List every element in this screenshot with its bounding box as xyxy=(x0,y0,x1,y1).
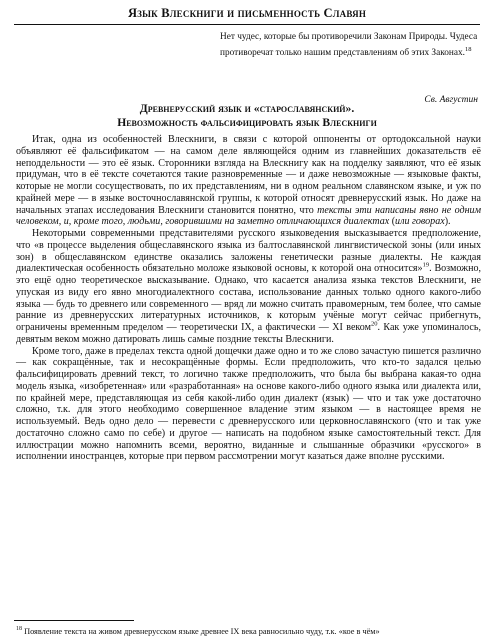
footnote-number: 18 xyxy=(16,626,22,632)
paragraph-text: Некоторыми современными представителями русского языковедения высказывается предположение, что «в процессе выделения общеславянского языка из балтославянской лингвистической зоны (или иных зон) в общеславянском единстве оказались заложены генетически разные диалекты. Не каждая диалектическая особенность обязательно моложе языковой основы, к которой она относится» xyxy=(16,228,481,275)
paragraph-italic-text: тексты эти написаны явно не одним человеком, и, кроме того, людьми, говорившими на заметно отличающихся диалектах xyxy=(16,204,481,228)
section-title-line-1: Древнерусский язык и «старославянский». xyxy=(139,102,355,115)
running-head: Язык Влескниги и письменность Славян xyxy=(127,6,367,20)
paragraph-text: Кроме того, даже в пределах текста одной дощечки даже одно и то же слово зачастую пишется различно — как сокращённые, так и несокращённые формы. Если предположить, что кто-то задался целью фальсифицировать древний текст, то логично также предположить, что была бы выбрана какая-то одна модель языка, «изобретенная» или «разработанная» на основе какого-либо одного языка или диалекта или, по крайней мере, представляющая из себя какой-либо один диалект (язык) — что и так уже достаточно сложно, т.к. для этого необходимо совершенное владение этим языком — в настоящее время не используемый. Ведь одно дело — перевести с древнерусского или церковнославянского (что и так уже достаточно сложно само по себе) и другое — написать на подобном языке самостоятельный текст. Для иллюстрации можно напомнить всеми, вероятно, виданные и слышанные образчики «русского» в исполнении иностранцев, которые при первом рассмотрении могут казаться даже вполне русскими. xyxy=(16,345,481,463)
paragraph-text: ). xyxy=(444,216,451,228)
footnote-ref[interactable]: 19 xyxy=(422,261,430,269)
paragraph xyxy=(16,134,481,228)
paragraph-text: ( xyxy=(389,216,396,228)
footnote-text: Появление текста на живом древнерусском языке древнее IX века равносильно чуду, т.к. «кое в чём» xyxy=(24,626,380,636)
footnote-ref[interactable]: 20 xyxy=(370,320,378,328)
paragraph xyxy=(16,228,481,346)
section-title xyxy=(14,102,480,130)
epigraph xyxy=(220,32,478,59)
footnote-rule xyxy=(14,620,134,621)
paragraph-text: . Возможно, это ещё одно теоретическое высказывание. Однако, что касается анализа языка текстов Влескниги, не упуская из виду его явно многодиалектного состава, использование данных только одного какого-либо языка — будь то древнего или современного — вряд ли можно считать правомерным, тем более, что самые ранние из древнерусских литературных источников, к которым учёные могут сейчас прибегнуть, ограничены временным пределом — теоретически IX, а фактически — XI веком xyxy=(16,263,481,333)
footnote xyxy=(16,624,494,637)
section-title-line-2: Невозможность фальсифицировать язык Влескниги xyxy=(117,116,377,130)
paragraph xyxy=(16,346,481,464)
paragraph-text: Итак, одна из особенностей Влескниги, в связи с которой оппоненты от ортодоксальной науки объявляют её фальсификатом — на самом деле являющейся одним из главнейших доказательств её неподдельности — это её язык. Сторонники взгляда на Влескнигу как на подделку заявляют, что её язык придуман, что в её тексте сочетаются такие разновременные — и даже невозможные — языковые факты, которые не могли сосуществовать, по их представлениям, ни в одном реальном славянском языке, и уж по крайней мере — в языке восточнославянской группы, к которой относят древнерусский язык. Но даже на начальных этапах исследования Влескниги становится понятно, что xyxy=(16,134,481,216)
header-rule xyxy=(14,24,480,25)
epigraph-text: Нет чудес, которые бы противоречили Законам Природы. Чудеса противоречат только нашим представлениям об этих Законах. xyxy=(220,32,478,58)
epigraph-author: Св. Августин xyxy=(424,95,478,105)
paragraph-text: . Как уже упоминалось, девятым веком можно датировать лишь самые поздние тексты Влескниги. xyxy=(16,322,481,345)
paragraph-italic-text: или говорах xyxy=(395,216,445,228)
epigraph-note-ref[interactable]: 18 xyxy=(464,45,472,53)
body-text xyxy=(16,134,481,463)
